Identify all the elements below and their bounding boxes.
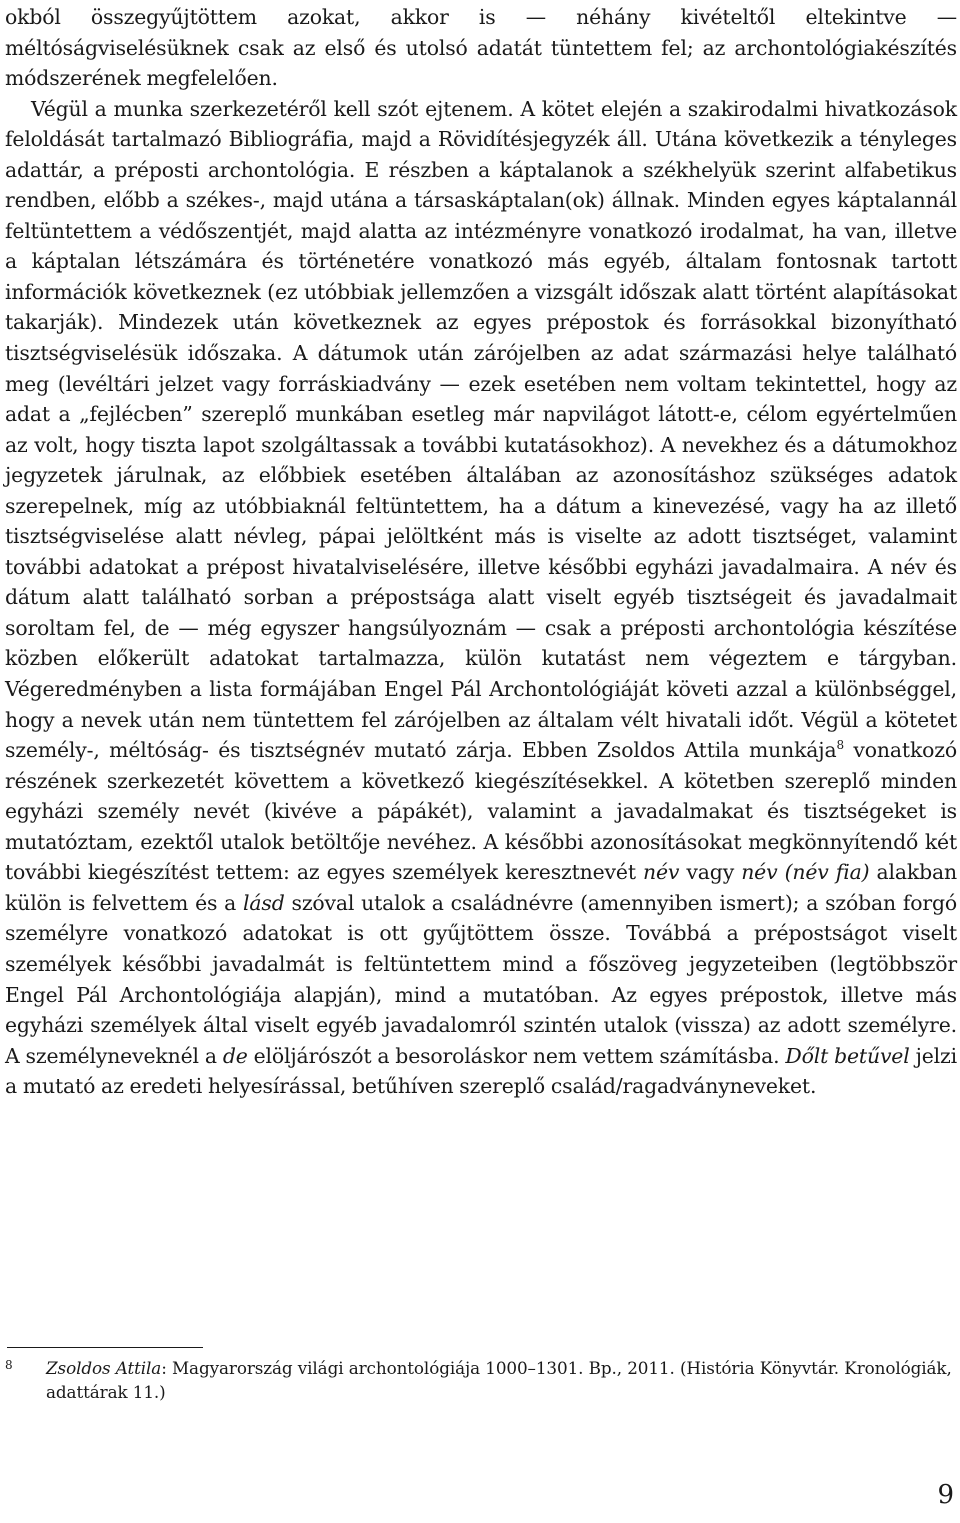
paragraph-structure: [5, 94, 957, 1102]
italic-de: de: [222, 1043, 248, 1068]
footnote-citation: : Magyarország világi archontológiája 1000–1301. Bp., 2011. (História Könyvtár. Kronológiák, adattárak 11.): [46, 1358, 952, 1402]
paragraph-2-text-a: Végül a munka szerkezetéről kell szót ejtenem. A kötet elején a szakirodalmi hivatkozások feloldását tartalmazó Bibliográfia, majd a Rövidítésjegyzék áll. Utána következik a tényleges adattár, a préposti archontológia. E részben a káptalanok a székhelyük szerint alfabetikus rendben, előbb a székes-, majd utána a társaskáptalan(ok) állnak. Minden egyes káptalannál feltüntettem a védőszentjét, majd alatta az intézményre vonatkozó irodalmat, ha van, illetve a káptalan létszámára és történetére vonatkozó más egyéb, általam fontosnak tartott információk következnek (ez utóbbiak jellemzően a vizsgált időszak alatt történt alapításokat takarják). Mindezek után következnek az egyes prépostok és forrásokkal bizonyítható tisztségviselésük időszaka. A dátumok után zárójelben az adat származási helye található meg (levéltári jelzet vagy forráskiadvány — ezek esetében nem voltam tekintettel, hogy az adat a „fejlécben” szereplő munkában esetleg már napvilágot látott-e, célom egyértelműen az volt, hogy tiszta lapot szolgáltassak a további kutatásokhoz). A nevekhez és a dátumokhoz jegyzetek járulnak, az előbbiek esetében általában az azonosításhoz szükséges adatok szerepelnek, míg az utóbbiaknál feltüntettem, ha a dátum a kinevezésé, vagy ha az illető tisztségviselése alatt névleg, pápai jelöltként más is viselte az adott tisztséget, valamint további adatokat a prépost hivatalviselésére, illetve későbbi egyházi javadalmaira. A név és dátum alatt található sorban a prépostsága alatt viselt egyéb tisztségeit és javadalmait soroltam fel, de — még egyszer hangsúlyoznám — csak a préposti archontológia készítése közben előkerült adatokat tartalmazza, külön kutatást nem végeztem e tárgyban. Végeredményben a lista formájában Engel Pál Archontológiáját követi azzal a különbséggel, hogy a nevek után nem tüntettem fel zárójelben az általam vélt hivatali időt. Végül a kötetet személy-, méltóság- és tisztségnév mutató zárja. Ebben Zsoldos Attila munkája: [5, 96, 957, 763]
paragraph-2-text-b: vonatkozó részének szerkezetét követtem a következő kiegészítésekkel. A kötetben szereplő minden egyházi személy nevét (kivéve a pápákét), valamint a javadalmakat és tisztségeket is mutatóztam, ezektől utalok betöltője nevéhez. A későbbi azonosításokat megkönnyítendő két további kiegészítést tettem: az egyes személyek keresztnevét: [5, 738, 957, 885]
paragraph-2-text-f: elöljárószót a besoroláskor nem vettem számításba.: [247, 1043, 786, 1068]
italic-nev-nev-fia: név (név fia): [741, 860, 870, 885]
footnote-reference-8[interactable]: 8: [836, 738, 844, 753]
paragraph-continuation: [5, 2, 957, 94]
paragraph-2-text-g: jelzi a mutató az eredeti helyesírással, betűhíven szereplő család/ragadványneveket.: [5, 1043, 957, 1099]
italic-nev: név: [643, 860, 680, 885]
page-number: 9: [937, 1480, 954, 1510]
footnote-author: Zsoldos Attila: [46, 1358, 162, 1378]
footnote-8: [5, 1356, 957, 1404]
paragraph-1-text: okból összegyűjtöttem azokat, akkor is — néhány kivételtől eltekintve — méltóságviselésüknek csak az első és utolsó adatát tüntettem fel; az archontológiakészítés módszerének megfelelően.: [5, 5, 957, 91]
paragraph-2-text-e: szóval utalok a családnévre (amennyiben ismert); a szóban forgó személyre vonatkozó adatokat is ott gyűjtöttem össze. Továbbá a prépostságot viselt személyek későbbi javadalmát is feltüntettem mind a főszöveg jegyzeteiben (legtöbbször Engel Pál Archontológiája alapján), mind a mutatóban. Az egyes prépostok, illetve más egyházi személyek által viselt egyéb javadalomról szintén utalok (vissza) az adott személyre. A személyneveknél a: [5, 890, 957, 1068]
footnote-separator: [7, 1347, 203, 1348]
italic-dolt-betuvel: Dőlt betűvel: [785, 1043, 910, 1068]
footnote-text: [46, 1356, 957, 1404]
document-page: [5, 0, 957, 1402]
footnote-number: 8: [5, 1358, 13, 1372]
paragraph-2-text-c: vagy: [679, 860, 742, 885]
main-text: [5, 0, 957, 1102]
paragraph-2-text-d: alakban külön is felvettem és a: [5, 860, 957, 915]
italic-lasd: lásd: [243, 890, 285, 915]
